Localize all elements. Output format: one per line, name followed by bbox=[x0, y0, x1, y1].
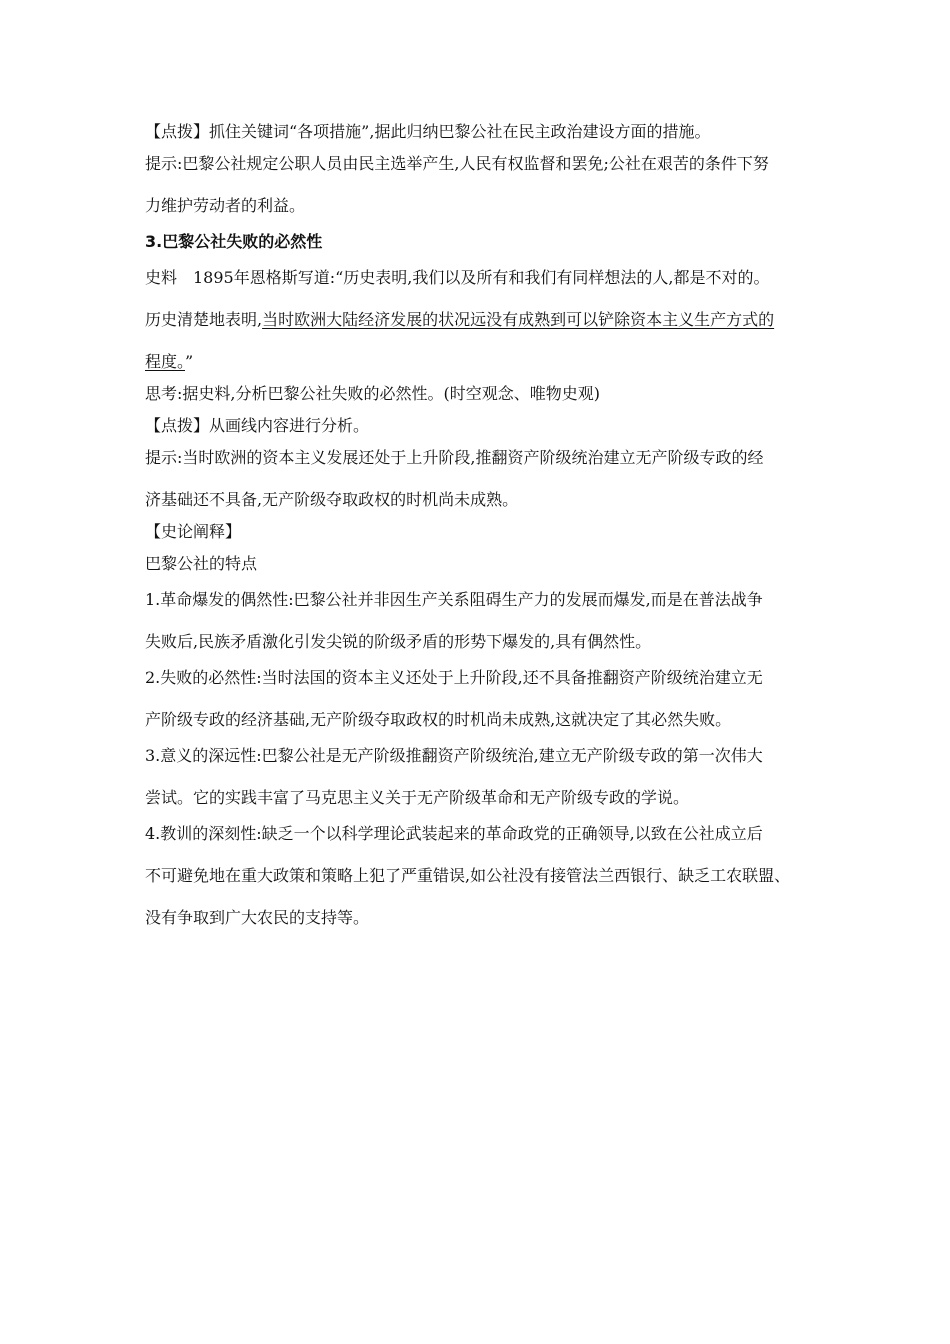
feature-1-line-1: 1.革命爆发的偶然性:巴黎公社并非因生产关系阻碍生产力的发展而爆发,而是在普法战争 bbox=[145, 590, 763, 609]
feature-4-line-1: 4.教训的深刻性:缺乏一个以科学理论武装起来的革命政党的正确领导,以致在公社成立后 bbox=[145, 824, 763, 843]
source-line-2-text: 历史清楚地表明, bbox=[145, 310, 263, 329]
tip-paragraph-line-2: 力维护劳动者的利益。 bbox=[145, 196, 306, 215]
tip-paragraph-line-1: 提示:巴黎公社规定公职人员由民主选举产生,人民有权监督和罢免;公社在艰苦的条件下努 bbox=[145, 154, 769, 173]
feature-1-line-2: 失败后,民族矛盾激化引发尖锐的阶级矛盾的形势下爆发的,具有偶然性。 bbox=[145, 632, 652, 651]
hint-paragraph: 【点拨】抓住关键词“各项措施”,据此归纳巴黎公社在民主政治建设方面的措施。 bbox=[145, 122, 711, 141]
think-question: 思考:据史料,分析巴黎公社失败的必然性。(时空观念、唯物史观) bbox=[145, 384, 600, 403]
source-line-2 bbox=[145, 308, 820, 332]
features-title: 巴黎公社的特点 bbox=[145, 554, 258, 573]
source-line-3 bbox=[145, 350, 820, 374]
feature-2-line-1: 2.失败的必然性:当时法国的资本主义还处于上升阶段,还不具备推翻资产阶级统治建立无 bbox=[145, 668, 763, 687]
section-heading-3: 3.巴黎公社失败的必然性 bbox=[145, 232, 323, 251]
tip-line-2: 济基础还不具备,无产阶级夺取政权的时机尚未成熟。 bbox=[145, 490, 519, 509]
feature-2-line-2: 产阶级专政的经济基础,无产阶级夺取政权的时机尚未成熟,这就决定了其必然失败。 bbox=[145, 710, 732, 729]
source-line-3-text: ” bbox=[185, 352, 194, 371]
feature-3-line-1: 3.意义的深远性:巴黎公社是无产阶级推翻资产阶级统治,建立无产阶级专政的第一次伟大 bbox=[145, 746, 763, 765]
feature-4-line-2: 不可避免地在重大政策和策略上犯了严重错误,如公社没有接管法兰西银行、缺乏工农联盟、 bbox=[145, 866, 791, 885]
underlined-quote-part-2: 程度。 bbox=[145, 352, 186, 371]
feature-4-line-3: 没有争取到广大农民的支持等。 bbox=[145, 908, 370, 927]
underlined-quote-part-1: 当时欧洲大陆经济发展的状况远没有成熟到可以铲除资本主义生产方式的 bbox=[262, 310, 775, 329]
source-line-1: 史料 1895年恩格斯写道:“历史表明,我们以及所有和我们有同样想法的人,都是不对的。 bbox=[145, 268, 770, 287]
tip-line-1: 提示:当时欧洲的资本主义发展还处于上升阶段,推翻资产阶级统治建立无产阶级专政的经 bbox=[145, 448, 764, 467]
feature-3-line-2: 尝试。它的实践丰富了马克思主义关于无产阶级革命和无产阶级专政的学说。 bbox=[145, 788, 690, 807]
document-body bbox=[145, 120, 820, 930]
hint-label: 【点拨】从画线内容进行分析。 bbox=[145, 416, 370, 435]
section-label: 【史论阐释】 bbox=[145, 522, 242, 541]
